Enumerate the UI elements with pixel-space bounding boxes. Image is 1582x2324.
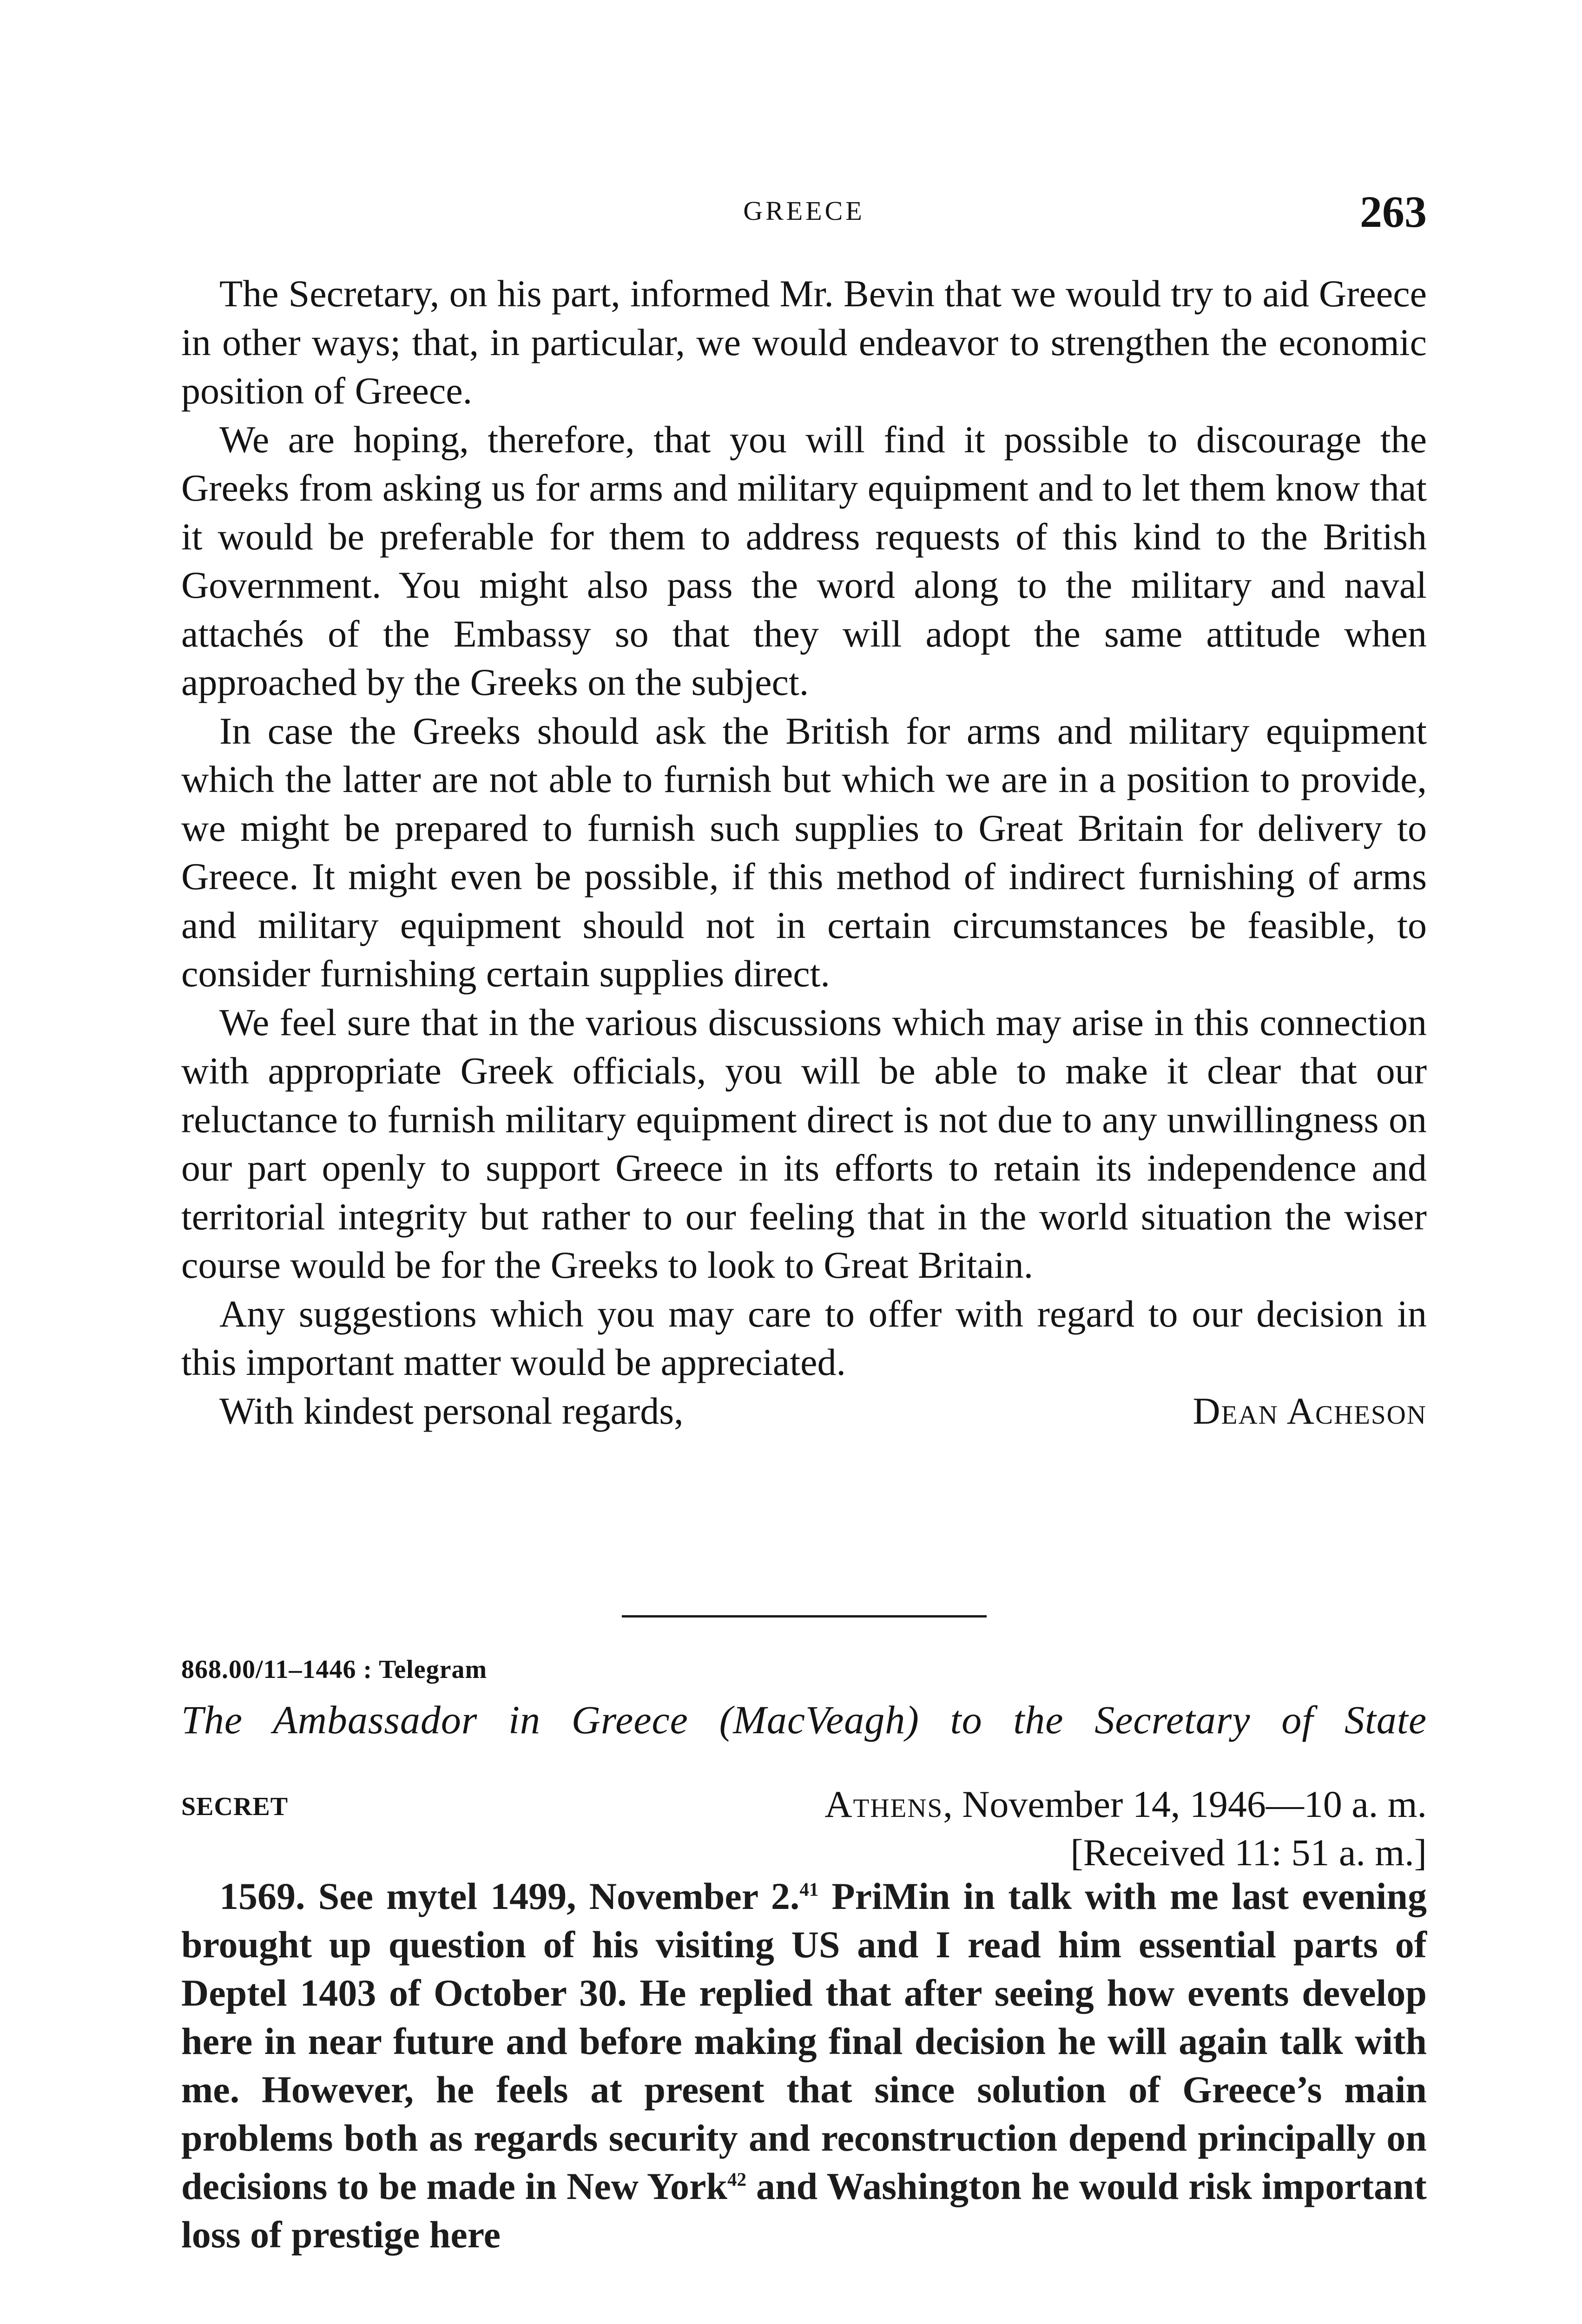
closing-line: [181, 1387, 1427, 1436]
page-number: 263: [1360, 187, 1427, 237]
signature: Dean Acheson: [1193, 1389, 1427, 1432]
telegram-body: [181, 1872, 1427, 2259]
classification: SECRET: [181, 1792, 289, 1821]
telegram-paragraph: [181, 1872, 1427, 2259]
telegram-text-part: 1569. See mytel 1499, November 2.: [219, 1875, 800, 1917]
section-divider: [622, 1615, 987, 1618]
dateline-received: [Received 11: 51 a. m.]: [1070, 1831, 1427, 1874]
running-header: [181, 186, 1427, 237]
dateline-date: , November 14, 1946—10 a. m.: [943, 1783, 1427, 1825]
telegram-text-part: PriMin in talk with me last evening brought up question of his visiting US and I read him essential parts of Deptel 1403 of October 30. He replied that after seeing how events develop here in near future and before making final decision he will again talk with me. However, he feels at present that since solution of Greece’s main problems both as regards security and reconstruction depend principally on decisions to be made in New York: [181, 1875, 1427, 2207]
closing-salutation: With kindest personal regards,: [219, 1389, 684, 1432]
document-title: The Ambassador in Greece (MacVeagh) to the Secretary of State: [181, 1697, 1427, 1742]
dateline-sent: [824, 1780, 1427, 1829]
file-reference: 868.00/11–1446 : Telegram: [181, 1655, 488, 1684]
letter-paragraph: We are hoping, therefore, that you will find it possible to discourage the Greeks from asking us for arms and military equipment and to let them know that it would be preferable for them to address requests of this kind to the British Government. You might also pass the word along to the military and naval attachés of the Embassy so that they will adopt the same attitude when approached by the Greeks on the subject.: [181, 418, 1427, 703]
letter-paragraph: The Secretary, on his part, informed Mr. Bevin that we would try to aid Greece in other ways; that, in particular, we would endeavor to strengthen the economic position of Greece.: [181, 272, 1427, 412]
dateline: [824, 1780, 1427, 1877]
footnote-ref: 41: [799, 1878, 819, 1900]
letter-paragraph: In case the Greeks should ask the British for arms and military equipment which the latter are not able to furnish but which we are in a position to provide, we might be prepared to furnish such supplies to Great Britain for delivery to Greece. It might even be possible, if this method of indirect furnishing of arms and military equipment should not in certain circumstances be feasible, to consider furnishing certain supplies direct.: [181, 709, 1427, 995]
dateline-place: Athens: [824, 1783, 943, 1825]
running-title: GREECE: [743, 196, 865, 226]
letter-paragraph: Any suggestions which you may care to offer with regard to our decision in this important matter would be appreciated.: [181, 1292, 1427, 1383]
letter-body: [181, 270, 1427, 1435]
footnote-ref: 42: [727, 2168, 747, 2190]
telegram-text-part: and Washington he would risk important loss of prestige here: [181, 2165, 1427, 2256]
letter-paragraph: We feel sure that in the various discussions which may arise in this connection with appropriate Greek officials, you will be able to make it clear that our reluctance to furnish military equipment direct is not due to any unwillingness on our part openly to support Greece in its efforts to retain its independence and territorial integrity but rather to our feeling that in the world situation the wiser course would be for the Greeks to look to Great Britain.: [181, 1001, 1427, 1286]
